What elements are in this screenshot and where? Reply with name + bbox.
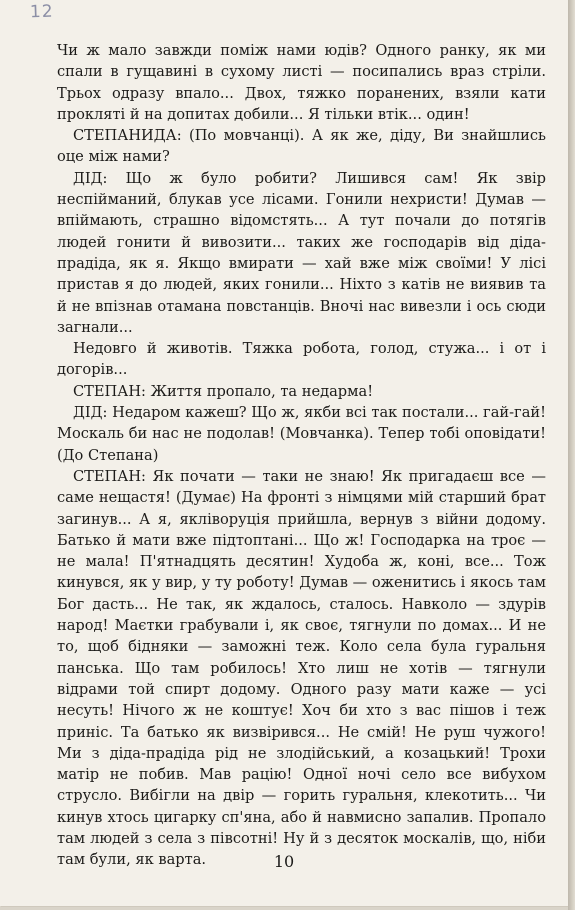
paragraph-7: СТЕПАН: Як почати — таки не знаю! Як пригадаєш все — саме нещастя! (Думає) На фронті з німцями мій старший брат загинув... А я, якліворуція прийшла, вернув з війни додому. Батько й мати вже підтоптані... Що ж! Господарка на троє — не мала! П'ятнадцять десятин! Худоба ж, коні, все... Тож кинувся, як у вир, у ту роботу! Думав — оженитись і якось там Бог дасть... Не так, як ждалось, сталось. Навколо — здурів народ! Маєтки грабували і, як своє, тягнули по домах... И не то, щоб бідняки — заможні теж. Коло села була гуральня панська. Що там робилось! Хто лиш не хотів — тягнули відрами той спирт додому. Одного разу мати каже — усі несуть! Нічого ж не коштує! Хоч би хто з вас пішов і теж приніс. Та батько як визвірився... Не смій! Не руш чужого! Ми з діда-прадіда рід не злодійський, а козацький! Трохи матір не побив. Мав рацію! Одної ночі село все вибухом струсло. Вибігли на двір — горить гуральня, клекотить... Чи кинув хтось цигарку сп'яна, або й навмисно запалив. Пропало там людей з села з півсотні! Ну й з десяток москалів, що, ніби там були, як варта.	[57, 467, 546, 869]
paragraph-2: СТЕПАНИДА: (По мовчанці). А як же, діду, Ви знайшлись оце між нами?	[57, 127, 546, 166]
handwritten-page-note: 12	[29, 1, 54, 23]
scan-edge	[568, 0, 575, 910]
paragraph-6: ДІД: Недаром кажеш? Що ж, якби всі так постали... гай-гай! Москаль би нас не подолав! (Мовчанка). Тепер тобі оповідати! (До Степана)	[57, 404, 546, 464]
paragraph-3: ДІД: Що ж було робити? Лишився сам! Як звір неспійманий, блукав усе лісами. Гонили нехристи! Думав — впіймають, страшно відомстять... А тут почали до потягів людей гонити й вивозити... таких же господарів від діда-прадіда, як я. Якщо вмирати — хай вже між своїми! У лісі пристав я до людей, яких гонили... Ніхто з катів не виявив та й не впізнав отамана повстанців. Вночі нас вивезли і ось сюди загнали...	[57, 169, 546, 336]
paragraph-4: Недовго й животів. Тяжка робота, голод, стужа... і от і догорів...	[57, 340, 546, 379]
page-number: 10	[273, 852, 295, 871]
body-text	[57, 40, 546, 871]
paragraph-5: СТЕПАН: Життя пропало, та недарма!	[73, 382, 374, 400]
paragraph-1: Чи ж мало завжди поміж нами юдів? Одного ранку, як ми спали в гущавині в сухому листі — посипались враз стріли. Трьох одразу впало... Двох, тяжко поранених, взяли кати прокляті й на допитах добили... Я тільки втік... один!	[57, 42, 546, 123]
